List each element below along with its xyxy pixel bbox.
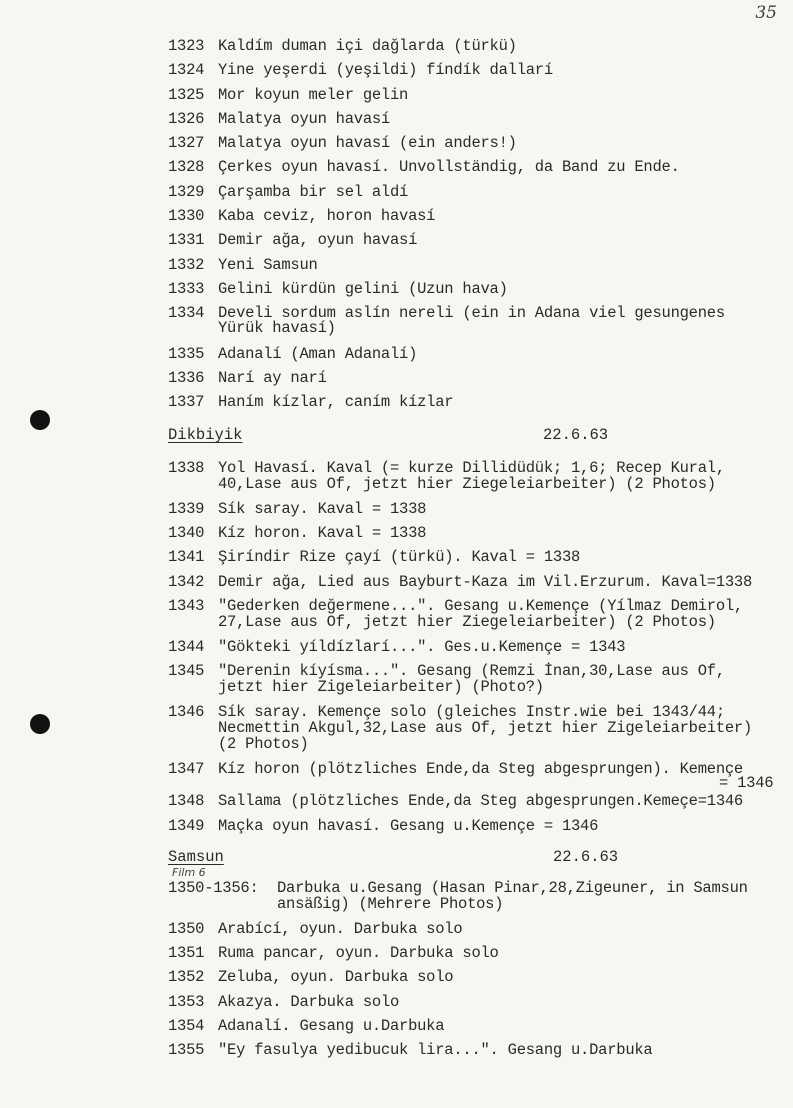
section-place-samsun: Samsun — [168, 848, 224, 866]
section-date-samsun: 22.6.63 — [553, 848, 619, 866]
section-place-dikbiyik: Dikbiyik — [168, 426, 243, 444]
page-number: 35 — [755, 3, 777, 23]
handwritten-film-note: Film 6 — [172, 866, 206, 879]
section-date-dikbiyik: 22.6.63 — [543, 426, 609, 444]
punch-hole-top — [30, 410, 50, 430]
punch-hole-bottom — [30, 714, 50, 734]
